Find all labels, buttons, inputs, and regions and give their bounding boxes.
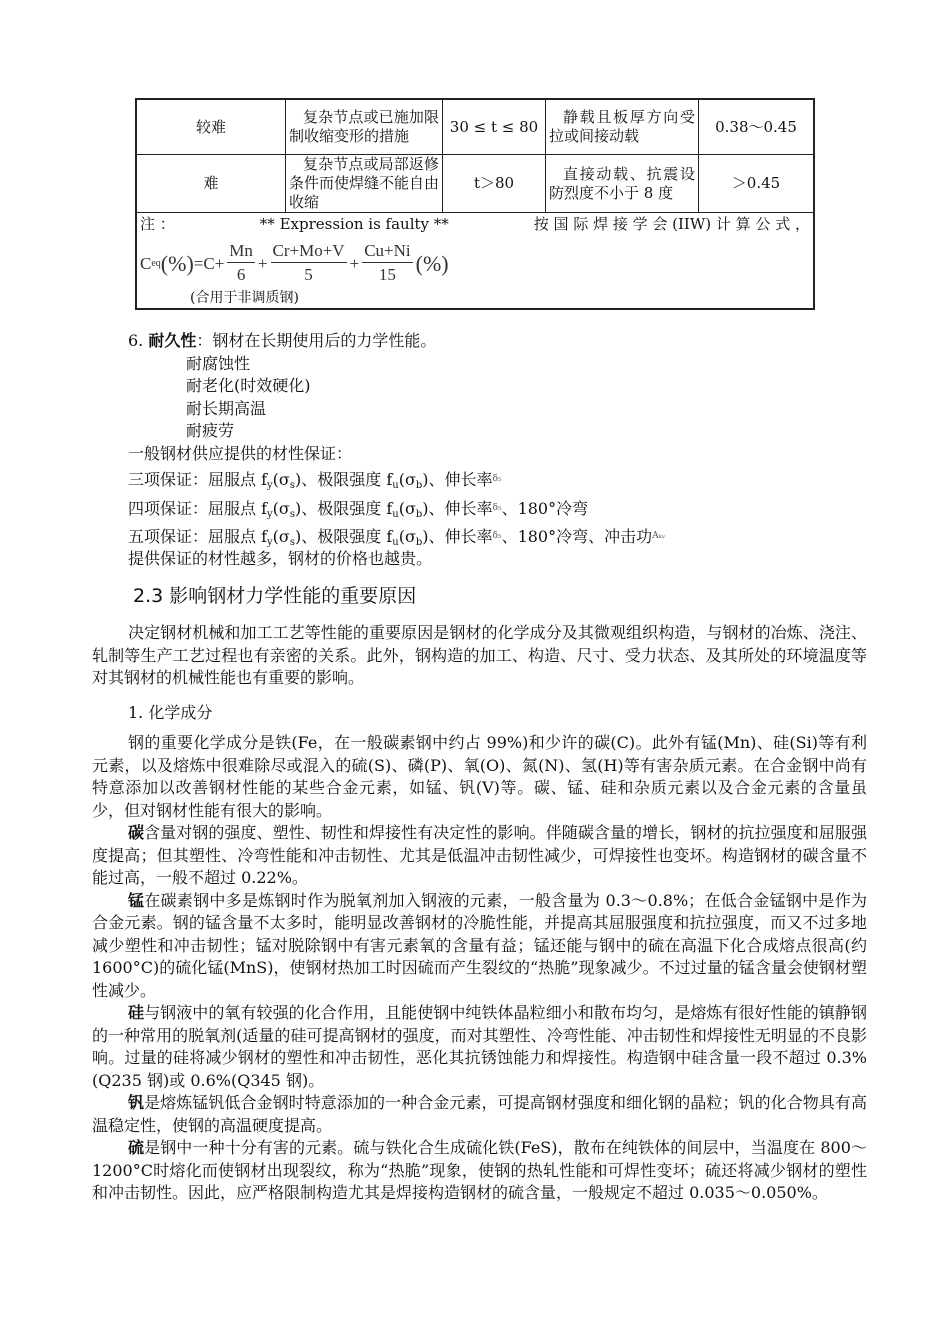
- durability-item: 耐腐蚀性: [186, 354, 251, 373]
- thickness-cell: 30 ≤ t ≤ 80: [443, 99, 546, 155]
- weldability-table: [135, 98, 815, 310]
- guarantee-summary: 提供保证的材性越多，钢材的价格也越贵。: [128, 549, 433, 568]
- load-cell: 直接动载、抗震设防烈度不小于 8 度: [546, 155, 699, 213]
- note-tail: (合用于非调质钢): [190, 290, 299, 306]
- subheading-chemical: 1. 化学成分: [128, 703, 213, 722]
- table-row: [136, 155, 814, 213]
- paragraph-vanadium: 钒是熔炼锰钒低合金钢时特意添加的一种合金元素，可提高钢材强度和细化钢的晶粒；钒的化合物具有高温稳定性，使钢的高温硬度提高。: [92, 1093, 867, 1135]
- table-note-row: [136, 213, 814, 310]
- paragraph-carbon: 碳含量对钢的强度、塑性、韧性和焊接性有决定性的影响。伴随碳含量的增长，钢材的抗拉强度和屈服强度提高；但其塑性、冷弯性能和冲击韧性、尤其是低温冲击韧性减少，可焊接性也变坏。构造钢材的碳含量不能过高，一般不超过 0.22%。: [92, 823, 867, 887]
- paragraph-sulfur: 硫是钢中一种十分有害的元素。硫与铁化合生成硫化铁(FeS)，散布在纯铁体的间层中，当温度在 800～1200°C时熔化而使钢材出现裂纹，称为“热脆”现象，使钢的热轧性能和可焊性变坏；硫还将减少钢材的塑性和冲击韧性。因此，应严格限制构造尤其是焊接构造钢材的硫含量，一般规定不超过 0.035～0.050%。: [92, 1138, 867, 1202]
- table-note-cell: [136, 213, 814, 310]
- note-text: 按 国 际 焊 接 学 会 (IIW) 计 算 公 式 ，: [533, 215, 810, 233]
- ceq-formula: C eq (%) =C+ $\frac{Mn}{6}$ + $\frac{Cr+Mo+V}{5}$ + $\frac{Cu+Ni}{15}$ (%): [140, 240, 810, 287]
- section-heading: 2.3 影响钢材力学性能的重要原因: [133, 585, 417, 607]
- durability-item: 耐长期高温: [186, 399, 267, 418]
- three-guarantees: 三项保证：屈服点 $f_y(\sigma_s)$、极限强度 $f_u(\sigma_b)$、伸长率$^{\delta_5}$: [128, 470, 502, 491]
- structure-cell: 复杂节点或已施加限制收缩变形的措施: [286, 99, 443, 155]
- note-line: [140, 215, 810, 234]
- intro-paragraph: 决定钢材机械和加工工艺等性能的重要原因是钢材的化学成分及其微观组织构造，与钢材的冶炼、浇注、轧制等生产工艺过程也有亲密的关系。此外，钢构造的加工、构造、尺寸、受力状态、及其所处的环境温度等对其钢材的机械性能也有重要的影响。: [92, 623, 867, 687]
- paragraph-silicon: 硅与钢液中的氧有较强的化合作用，且能使钢中纯铁体晶粒细小和散布均匀，是熔炼有很好性能的镇静钢的一种常用的脱氧剂(适量的硅可提高钢材的强度，而对其塑性、冷弯性能、冲击韧性和焊接性无明显的不良影响。过量的硅将减少钢材的塑性和冲击韧性，恶化其抗锈蚀能力和焊接性。构造钢中硅含量一段不超过 0.3%(Q235 钢)或 0.6%(Q345 钢)。: [92, 1003, 867, 1090]
- table-row: [136, 99, 814, 155]
- load-cell: 静载且板厚方向受拉或间接动载: [546, 99, 699, 155]
- ceq-cell: ＞0.45: [699, 155, 815, 213]
- four-guarantees: 四项保证：屈服点 $f_y(\sigma_s)$、极限强度 $f_u(\sigma_b)$、伸长率$^{\delta_5}$、180°冷弯: [128, 499, 589, 520]
- fraction-cuni: $\frac{Cu+Ni}{15}$: [364, 241, 411, 284]
- note-prefix: 注 ：: [140, 215, 175, 233]
- difficulty-cell: 难: [136, 155, 286, 213]
- note-error: ** Expression is faulty **: [259, 215, 449, 233]
- thickness-cell: t＞80: [443, 155, 546, 213]
- five-guarantees: 五项保证：屈服点 $f_y(\sigma_s)$、极限强度 $f_u(\sigma_b)$、伸长率$^{\delta_5}$、180°冷弯、冲击功$^{A_kᵥ}$: [128, 527, 666, 548]
- difficulty-cell: 较难: [136, 99, 286, 155]
- paragraph-manganese: 锰在碳素钢中多是炼钢时作为脱氧剂加入钢液的元素，一般含量为 0.3～0.8%；在低合金锰钢中是作为合金元素。钢的锰含量不太多时，能明显改善钢材的冷脆性能，并提高其屈服强度和抗拉强度，而又不过多地减少塑性和冲击韧性；锰对脱除钢中有害元素氧的含量有益；锰还能与钢中的硫在高温下化合成熔点很高(约 1600°C)的硫化锰(MnS)，使钢材热加工时因硫而产生裂纹的“热脆”现象减少。不过过量的锰含量会使钢材塑性减少。: [92, 890, 867, 1000]
- durability-title: 6. 耐久性：钢材在长期使用后的力学性能。: [128, 331, 437, 350]
- chemical-body: [92, 732, 867, 1205]
- structure-cell: 复杂节点或局部返修条件而使焊缝不能自由收缩: [286, 155, 443, 213]
- guarantee-intro: 一般钢材供应提供的材性保证：: [128, 444, 353, 463]
- paragraph-main: 钢的重要化学成分是铁(Fe，在一般碳素钢中约占 99%)和少许的碳(C)。此外有锰(Mn)、硅(Si)等有利元素，以及熔炼中很难除尽或混入的硫(S)、磷(P)、氧(O)、氮(N)、氢(H)等有害杂质元素。在合金钢中尚有特意添加以改善钢材性能的某些合金元素，如锰、钒(V)等。碳、锰、硅和杂质元素以及合金元素的含量虽少，但对钢材性能有很大的影响。: [92, 733, 867, 820]
- ceq-cell: 0.38～0.45: [699, 99, 815, 155]
- durability-item: 耐疲劳: [186, 421, 235, 440]
- durability-item: 耐老化(时效硬化): [186, 376, 311, 395]
- fraction-mn: $\frac{Mn}{6}$: [229, 241, 253, 284]
- fraction-crmov: $\frac{Cr+Mo+V}{5}$: [272, 241, 345, 284]
